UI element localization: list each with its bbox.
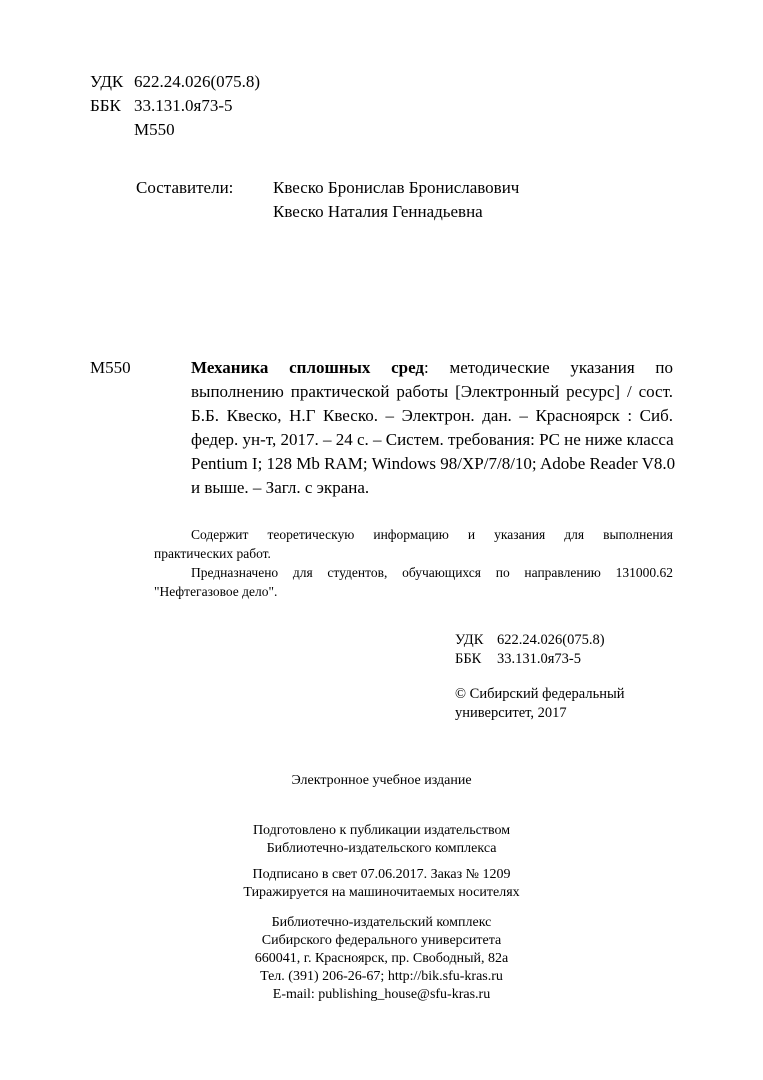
bbk-line-bottom — [455, 650, 581, 669]
bbk-line — [90, 94, 232, 118]
edition-type: Электронное учебное издание — [291, 773, 472, 788]
annotation-line: "Нефтегазовое дело". — [154, 584, 278, 599]
compilers-label: Составители: — [136, 178, 234, 197]
publisher-line: Библиотечно-издательский комплекс — [271, 915, 492, 930]
book-title: Механика сплошных сред — [191, 358, 425, 377]
author-code: М550 — [134, 120, 175, 139]
bibliographic-record — [191, 356, 676, 500]
annotation-line: Содержит теоретическую информацию и указания для выполнения — [191, 527, 673, 542]
bibliography-line: Б.Б. Квеско, Н.Г Квеско. – Электрон. дан. – Красноярск : Сиб. — [191, 406, 673, 425]
udk-label: УДК — [90, 72, 124, 91]
annotation-line: практических работ. — [154, 546, 271, 561]
prepared-line: Подготовлено к публикации издательством — [252, 823, 511, 838]
compiler-name: Квеско Наталия Геннадьевна — [273, 202, 483, 221]
bbk-value: 33.131.0я73-5 — [497, 651, 581, 667]
bibliography-line: федер. ун-т, 2017. – 24 с. – Систем. требования: PC не ниже класса — [191, 430, 674, 449]
bibliography-code: М550 — [90, 358, 131, 377]
udk-value: 622.24.026(075.8) — [497, 632, 605, 648]
compiler-name: Квеско Бронислав Брониславович — [273, 178, 520, 197]
bibliography-line: выполнению практической работы [Электронный ресурс] / сост. — [191, 382, 673, 401]
bbk-label: ББК — [90, 96, 121, 115]
bbk-label: ББК — [455, 651, 482, 667]
publisher-email: E-mail: publishing_house@sfu-kras.ru — [272, 987, 491, 1002]
udk-line-bottom — [455, 631, 605, 650]
bibliography-line: Pentium I; 128 Mb RAM; Windows 98/XP/7/8/10; Adobe Reader V8.0 — [191, 454, 676, 473]
bibliography-line — [191, 356, 673, 380]
publisher-phone: Тел. (391) 206-26-67; http://bik.sfu-kras.ru — [260, 969, 503, 984]
prepared-line: Библиотечно-издательского комплекса — [266, 841, 497, 856]
annotation-line: Предназначено для студентов, обучающихся по направлению 131000.62 — [191, 565, 673, 580]
copyright-line: университет, 2017 — [455, 705, 567, 721]
udk-value: 622.24.026(075.8) — [134, 72, 261, 91]
udk-label: УДК — [455, 632, 484, 648]
copyright-line: © Сибирский федеральный — [455, 686, 625, 702]
publisher-line: Сибирского федерального университета — [261, 933, 502, 948]
distribution-line: Тиражируется на машиночитаемых носителях — [243, 885, 520, 900]
bibliography-line: и выше. – Загл. с экрана. — [191, 478, 370, 497]
bbk-value: 33.131.0я73-5 — [134, 96, 233, 115]
udk-line — [90, 70, 260, 94]
publisher-address: 660041, г. Красноярск, пр. Свободный, 82а — [254, 951, 509, 966]
signed-line: Подписано в свет 07.06.2017. Заказ № 1209 — [252, 867, 511, 882]
bibliography-line-rest: : методические указания по — [424, 358, 673, 377]
